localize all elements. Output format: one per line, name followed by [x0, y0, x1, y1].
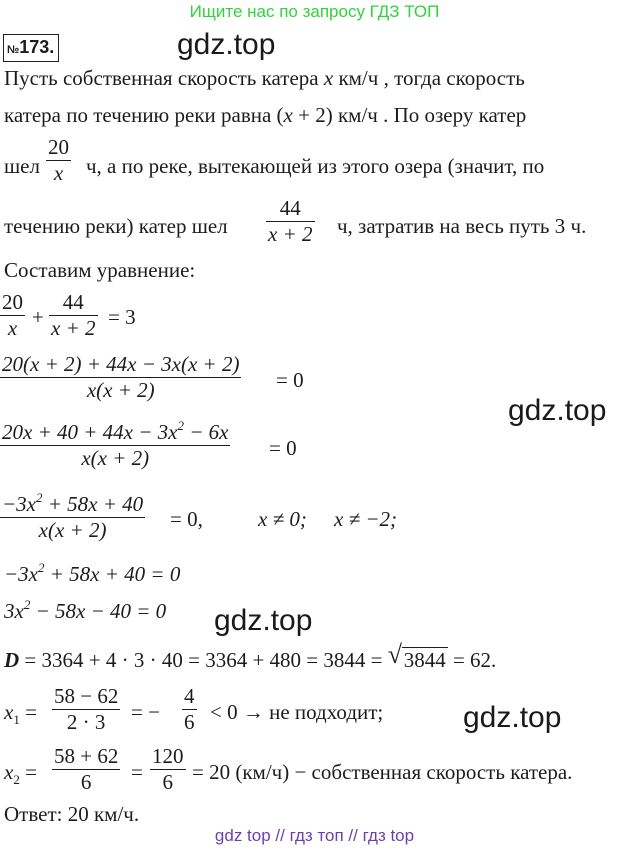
problem-number-badge [3, 34, 59, 62]
numerator: 44 [279, 196, 301, 220]
radicand: 3844 [403, 648, 446, 672]
denominator: x + 2 [51, 316, 96, 340]
discriminant-symbol: D [4, 648, 20, 672]
exponent: 2 [38, 560, 45, 575]
numerator: 20(x + 2) + 44x − 3x(x + 2) [2, 352, 240, 376]
eq9-tail: = 20 (км/ч) − собственная скорость катера. [192, 760, 573, 784]
eq4-condition-2: x ≠ −2; [334, 507, 398, 531]
numerator [0, 420, 230, 445]
numerator: 4 [184, 684, 195, 708]
square-root [387, 640, 448, 674]
numerator [0, 492, 145, 517]
text: −3x [2, 492, 36, 516]
numerator: 58 − 62 [54, 684, 119, 708]
paragraph-line-4-rest: ч, затратив на весь путь 3 ч. [337, 214, 587, 238]
eq2-fraction [0, 352, 241, 403]
text: 20x + 40 + 44x − 3x [2, 420, 178, 444]
eq4-fraction [0, 492, 145, 543]
text: −3x [4, 562, 38, 586]
denominator: x + 2 [268, 222, 313, 246]
text: 3x [4, 599, 24, 623]
eq4-rhs: = 0, [170, 507, 203, 531]
var-x: x [4, 700, 14, 724]
var-x: x [283, 103, 293, 127]
answer: Ответ: 20 км/ч. [4, 802, 140, 826]
fraction-44-over-x-plus-2 [266, 196, 315, 247]
denominator: 2 · 3 [66, 710, 106, 734]
eq1-plus: + [32, 305, 44, 329]
numerator: 20 [48, 135, 69, 159]
eq9-x2 [4, 758, 37, 786]
numerator: 44 [62, 290, 84, 314]
text: катера по течению реки равна ( [4, 103, 284, 127]
fraction-20-over-x [46, 135, 71, 186]
eq8-fraction-result [182, 684, 197, 735]
denominator: 6 [162, 770, 173, 794]
denominator: x(x + 2) [81, 446, 150, 470]
text: Пусть собственная скорость катера [4, 66, 324, 90]
eq1-fraction-2 [49, 290, 98, 341]
eq8-x1 [4, 698, 37, 726]
denominator: 6 [80, 770, 92, 794]
subscript: 2 [13, 772, 20, 787]
watermark-gdz-top: gdz.top [463, 701, 562, 734]
text: + 58x + 40 [42, 492, 144, 516]
watermark-gdz-top: gdz.top [508, 394, 607, 427]
eq7-discriminant [4, 640, 497, 674]
denominator: x(x + 2) [86, 378, 155, 402]
eq3-fraction [0, 420, 230, 471]
denominator: x [7, 316, 18, 340]
paragraph-line-3-text: шел [4, 154, 40, 178]
text: = 62. [447, 648, 497, 672]
eq9-fraction [52, 744, 120, 795]
paragraph-line-2 [4, 101, 526, 129]
paragraph-line-4-text: течению реки) катер шел [4, 214, 228, 238]
watermark-gdz-top: gdz.top [214, 604, 313, 637]
exponent: 2 [23, 597, 31, 612]
text: − 58x − 40 = 0 [30, 599, 167, 623]
var-x: x [323, 66, 334, 90]
eq6 [4, 597, 166, 625]
paragraph-line-3-rest: ч, а по реке, вытекающей из этого озера (значит, по [86, 154, 545, 178]
denominator: x [53, 161, 64, 185]
eq4-condition-1: x ≠ 0; [258, 507, 307, 531]
text: + 2) км/ч . По озеру катер [292, 103, 527, 127]
text: = [19, 760, 37, 784]
text: = 3364 + 4 · 3 · 40 = 3364 + 480 = 3844 = [19, 648, 388, 672]
eq1-rhs: = 3 [108, 305, 136, 329]
numerator: 120 [152, 744, 184, 768]
numerator: 20 [2, 290, 23, 314]
denominator: 6 [184, 710, 195, 734]
eq3-rhs: = 0 [269, 436, 297, 460]
watermark-gdz-top: gdz.top [177, 28, 276, 61]
eq8-mid: = − [131, 700, 160, 724]
var-x: x [4, 760, 14, 784]
eq9-mid: = [131, 760, 143, 784]
eq5 [4, 560, 180, 588]
number-sign: № [7, 44, 20, 56]
numerator: 58 + 62 [54, 744, 119, 768]
text: + 58x + 40 = 0 [44, 562, 181, 586]
header-search-link[interactable]: Ищите нас по запросу ГДЗ ТОП [189, 2, 440, 21]
text: км/ч , тогда скорость [333, 66, 525, 90]
eq9-fraction-result [150, 744, 186, 795]
eq2-rhs: = 0 [276, 368, 304, 392]
radical-sign: √ [387, 640, 402, 669]
eq1-fraction-1 [0, 290, 25, 341]
footer-links[interactable]: gdz top // гдз топ // гдз top [214, 826, 415, 845]
denominator: x(x + 2) [38, 518, 107, 542]
paragraph-line-1 [4, 64, 525, 92]
problem-number: 173. [19, 37, 55, 57]
text: − 6x [183, 420, 229, 444]
exponent: 2 [177, 418, 184, 433]
equation-intro: Составим уравнение: [4, 258, 196, 282]
subscript: 1 [13, 712, 20, 727]
text: = [19, 700, 37, 724]
eq8-tail: < 0 → не подходит; [210, 700, 384, 724]
exponent: 2 [36, 490, 43, 505]
eq8-fraction [52, 684, 120, 735]
